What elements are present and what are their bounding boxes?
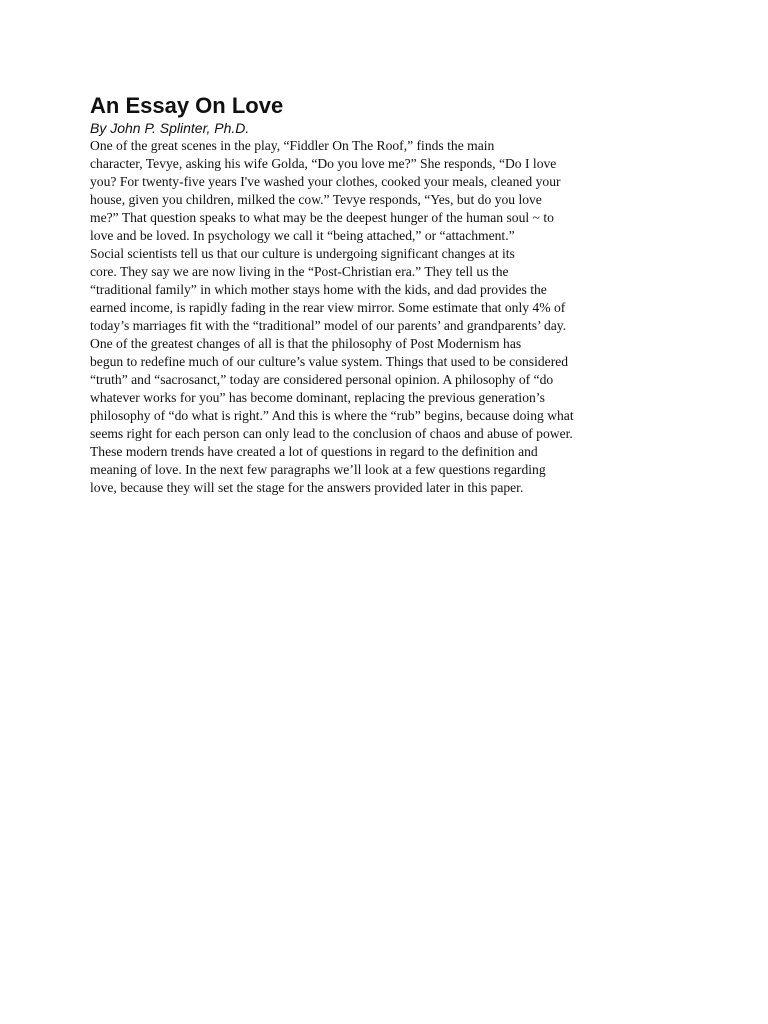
text-line: “truth” and “sacrosanct,” today are considered personal opinion. A philosophy of “do	[90, 372, 554, 387]
text-line: character, Tevye, asking his wife Golda, “Do you love me?” She responds, “Do I love	[90, 156, 557, 171]
text-line: love and be loved. In psychology we call it “being attached,” or “attachment.”	[90, 228, 515, 243]
text-line: today’s marriages fit with the “traditional” model of our parents’ and grandparents’ day.	[90, 318, 567, 333]
text-line: me?” That question speaks to what may be the deepest hunger of the human soul ~ to	[90, 210, 554, 225]
text-line: love, because they will set the stage for the answers provided later in this paper.	[90, 480, 524, 495]
text-line: begun to redefine much of our culture’s value system. Things that used to be considered	[90, 354, 569, 369]
text-line: earned income, is rapidly fading in the rear view mirror. Some estimate that only 4% of	[90, 300, 566, 315]
text-line: meaning of love. In the next few paragraphs we’ll look at a few questions regarding	[90, 462, 546, 477]
paragraph-1	[90, 137, 650, 245]
text-line: core. They say we are now living in the “Post-Christian era.” They tell us the	[90, 264, 509, 279]
text-line: house, given you children, milked the cow.” Tevye responds, “Yes, but do you love	[90, 192, 542, 207]
text-line: Social scientists tell us that our culture is undergoing significant changes at its	[90, 246, 515, 261]
author-byline: By John P. Splinter, Ph.D.	[90, 120, 250, 136]
paragraph-4	[90, 443, 650, 497]
text-line: philosophy of “do what is right.” And this is where the “rub” begins, because doing what	[90, 408, 574, 423]
text-line: One of the greatest changes of all is that the philosophy of Post Modernism has	[90, 336, 522, 351]
document-title: An Essay On Love	[90, 93, 284, 118]
text-line: These modern trends have created a lot of questions in regard to the definition and	[90, 444, 538, 459]
text-line: “traditional family” in which mother stays home with the kids, and dad provides the	[90, 282, 547, 297]
text-line: One of the great scenes in the play, “Fiddler On The Roof,” finds the main	[90, 138, 495, 153]
text-line: whatever works for you” has become dominant, replacing the previous generation’s	[90, 390, 545, 405]
text-line: seems right for each person can only lead to the conclusion of chaos and abuse of power.	[90, 426, 573, 441]
paragraph-2	[90, 245, 650, 335]
document-body	[90, 92, 650, 497]
paragraph-3	[90, 335, 650, 443]
text-line: you? For twenty-five years I've washed your clothes, cooked your meals, cleaned your	[90, 174, 561, 189]
